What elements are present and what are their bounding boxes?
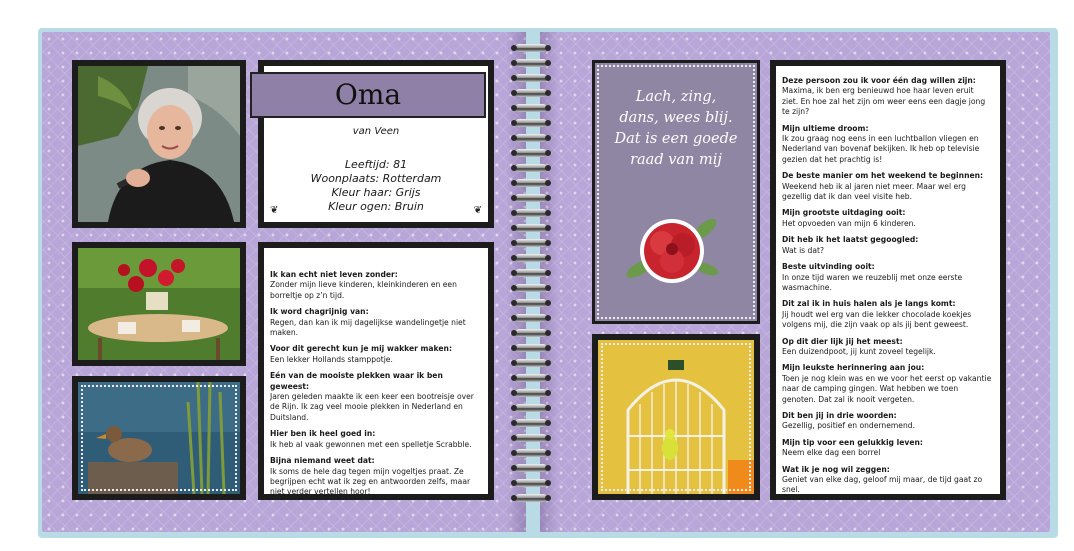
punch-hole bbox=[545, 285, 551, 291]
punch-hole bbox=[511, 435, 517, 441]
qa-item bbox=[270, 307, 480, 338]
punch-hole bbox=[545, 360, 551, 366]
spiral-ring bbox=[515, 89, 547, 97]
name-banner bbox=[250, 72, 486, 118]
punch-hole bbox=[545, 465, 551, 471]
punch-hole bbox=[511, 195, 517, 201]
punch-hole bbox=[511, 120, 517, 126]
qa-question: Ik kan echt niet leven zonder: bbox=[270, 270, 398, 279]
qa-answer: Een duizendpoot, jij kunt zoveel tegelijk. bbox=[782, 346, 936, 356]
spiral-ring bbox=[515, 149, 547, 157]
punch-hole bbox=[545, 165, 551, 171]
spiral-ring bbox=[515, 74, 547, 82]
qa-question: Ik word chagrijnig van: bbox=[270, 307, 369, 317]
right-qa-card bbox=[770, 60, 1006, 500]
punch-hole bbox=[545, 420, 551, 426]
punch-hole bbox=[511, 240, 517, 246]
qa-item bbox=[270, 270, 480, 301]
spiral-ring bbox=[515, 254, 547, 262]
punch-hole bbox=[511, 135, 517, 141]
surname: van Veen bbox=[352, 126, 400, 137]
qa-question: Mijn tip voor een gelukkig leven: bbox=[782, 437, 923, 447]
qa-answer: Ik soms de hele dag tegen mijn vogeltjes praat. Ze begrijpen echt wat ik zeg en antwoorden zelfs, maar niet verder vertellen hoor! bbox=[270, 466, 471, 497]
punch-hole bbox=[511, 465, 517, 471]
spiral-ring bbox=[515, 344, 547, 352]
qa-answer: In onze tijd waren we reuzeblij met onze eerste wasmachine. bbox=[782, 272, 963, 292]
quote-line-1: Lach, zing, bbox=[635, 89, 717, 105]
punch-hole bbox=[511, 285, 517, 291]
punch-hole bbox=[511, 405, 517, 411]
qa-answer: Jij houdt wel erg van die lekker chocolade koekjes volgens mij, die zijn vaak op als jij bent geweest. bbox=[782, 309, 972, 330]
punch-hole bbox=[545, 120, 551, 126]
qa-item bbox=[782, 124, 992, 166]
leaf-ornament-right-icon: ❦ bbox=[473, 205, 482, 216]
quote-line-2: dans, wees blij. bbox=[619, 110, 733, 126]
qa-question: Dit ben jij in drie woorden: bbox=[782, 410, 897, 420]
grandmother-portrait-image bbox=[78, 66, 240, 222]
spiral-ring bbox=[515, 134, 547, 142]
qa-answer: Toen je nog klein was en we voor het eerst op vakantie naar de camping gingen. Wat hebben we toen genoten. Dat zal ik nooit vergeten. bbox=[782, 373, 992, 404]
punch-hole bbox=[545, 270, 551, 276]
punch-hole bbox=[511, 360, 517, 366]
punch-hole bbox=[511, 345, 517, 351]
qa-item bbox=[270, 371, 480, 423]
qa-item bbox=[782, 438, 992, 459]
detail-age: Leeftijd: 81 bbox=[344, 158, 408, 171]
punch-hole bbox=[545, 495, 551, 501]
spiral-ring bbox=[515, 269, 547, 277]
profile-card bbox=[258, 60, 494, 228]
qa-question: Dit heb ik het laatst gegoogled: bbox=[782, 235, 919, 245]
punch-hole bbox=[511, 495, 517, 501]
detail-eye-color: Kleur ogen: Bruin bbox=[328, 200, 424, 213]
punch-hole bbox=[545, 105, 551, 111]
quote-line-3: Dat is een goede bbox=[614, 131, 738, 147]
punch-hole bbox=[511, 165, 517, 171]
punch-hole bbox=[511, 45, 517, 51]
left-qa-list bbox=[270, 270, 480, 498]
birdcage-photo bbox=[592, 334, 760, 500]
punch-hole bbox=[545, 300, 551, 306]
punch-hole bbox=[545, 375, 551, 381]
spiral-ring bbox=[515, 449, 547, 457]
page-title: Oma bbox=[334, 78, 402, 111]
quote-card bbox=[592, 60, 760, 324]
punch-hole bbox=[545, 345, 551, 351]
qa-item bbox=[782, 171, 992, 202]
punch-hole bbox=[511, 90, 517, 96]
spiral-ring bbox=[515, 299, 547, 307]
spiral-ring bbox=[515, 104, 547, 112]
spiral-ring bbox=[515, 479, 547, 487]
qa-item bbox=[782, 76, 992, 118]
detail-residence: Woonplaats: Rotterdam bbox=[310, 172, 442, 185]
punch-hole bbox=[545, 315, 551, 321]
qa-question: De beste manier om het weekend te beginnen: bbox=[782, 171, 984, 181]
qa-question: Deze persoon zou ik voor één dag willen zijn: bbox=[782, 76, 976, 85]
qa-question: Beste uitvinding ooit: bbox=[782, 262, 875, 272]
red-flower-icon bbox=[617, 199, 727, 299]
qa-question: Bijna niemand weet dat: bbox=[270, 456, 375, 466]
spiral-ring bbox=[515, 239, 547, 247]
quote-text bbox=[595, 87, 757, 171]
punch-hole bbox=[511, 390, 517, 396]
qa-item bbox=[782, 411, 992, 432]
qa-question: Mijn leukste herinnering aan jou: bbox=[782, 363, 925, 373]
qa-answer: Zonder mijn lieve kinderen, kleinkinderen en een borreltje op z’n tijd. bbox=[270, 280, 457, 300]
qa-answer: Neem elke dag een borrel bbox=[782, 448, 881, 458]
punch-hole bbox=[511, 225, 517, 231]
spiral-ring bbox=[515, 389, 547, 397]
spiral-ring bbox=[515, 209, 547, 217]
spiral-ring bbox=[515, 224, 547, 232]
qa-question: Mijn grootste uitdaging ooit: bbox=[782, 208, 906, 218]
spiral-ring bbox=[515, 374, 547, 382]
spiral-ring bbox=[515, 314, 547, 322]
punch-hole bbox=[545, 180, 551, 186]
punch-hole bbox=[511, 255, 517, 261]
punch-hole bbox=[545, 195, 551, 201]
spiral-ring bbox=[515, 359, 547, 367]
quote-line-4: raad van mij bbox=[630, 152, 722, 168]
punch-hole bbox=[511, 300, 517, 306]
punch-hole bbox=[545, 255, 551, 261]
punch-hole bbox=[511, 150, 517, 156]
punch-hole bbox=[545, 225, 551, 231]
qa-answer: Ik heb al vaak gewonnen met een spelletje Scrabble. bbox=[270, 439, 472, 449]
spiral-ring bbox=[515, 434, 547, 442]
qa-item bbox=[782, 337, 992, 358]
detail-hair-color: Kleur haar: Grijs bbox=[331, 186, 421, 199]
punch-hole bbox=[511, 210, 517, 216]
qa-answer: Maxima, ik ben erg benieuwd hoe haar leven eruit ziet. En hoe zal het zijn om weer eens een dagje jong te zijn? bbox=[782, 86, 986, 117]
spiral-ring bbox=[515, 119, 547, 127]
punch-hole bbox=[545, 450, 551, 456]
punch-hole bbox=[545, 480, 551, 486]
punch-hole bbox=[545, 240, 551, 246]
spiral-ring bbox=[515, 164, 547, 172]
punch-hole bbox=[511, 270, 517, 276]
spiral-ring bbox=[515, 284, 547, 292]
roses-tea-image bbox=[78, 248, 240, 360]
punch-hole bbox=[511, 315, 517, 321]
punch-hole bbox=[511, 75, 517, 81]
spiral-ring bbox=[515, 464, 547, 472]
punch-hole bbox=[545, 60, 551, 66]
duck-photo bbox=[72, 376, 246, 500]
punch-hole bbox=[511, 180, 517, 186]
qa-answer: Wat is dat? bbox=[782, 245, 825, 255]
spiral-ring bbox=[515, 419, 547, 427]
qa-item bbox=[270, 344, 480, 365]
profile-details bbox=[264, 158, 488, 214]
punch-hole bbox=[511, 60, 517, 66]
punch-hole bbox=[545, 330, 551, 336]
punch-hole bbox=[511, 420, 517, 426]
qa-answer: Geniet van elke dag, geloof mij maar, de tijd gaat zo snel. bbox=[782, 475, 983, 495]
left-qa-card bbox=[258, 242, 494, 500]
qa-question: Hier ben ik heel goed in: bbox=[270, 429, 376, 439]
qa-question: Mijn ultieme droom: bbox=[782, 123, 869, 133]
punch-hole bbox=[511, 450, 517, 456]
qa-answer: Gezellig, positief en ondernemend. bbox=[782, 421, 916, 431]
portrait-photo bbox=[72, 60, 246, 228]
punch-hole bbox=[545, 135, 551, 141]
birdcage-image bbox=[598, 340, 754, 494]
punch-hole bbox=[511, 330, 517, 336]
qa-item bbox=[270, 456, 480, 498]
punch-hole bbox=[545, 435, 551, 441]
punch-hole bbox=[545, 210, 551, 216]
qa-question: Eén van de mooiste plekken waar ik ben geweest: bbox=[270, 371, 443, 391]
qa-item bbox=[782, 363, 992, 405]
qa-item bbox=[270, 429, 480, 450]
qa-answer: Ik zou graag nog eens in een luchtballon vliegen en Nederland van bovenaf bekijken. Ik heb op televisie gezien dat het prachtig is! bbox=[782, 134, 980, 164]
duck-image bbox=[78, 382, 240, 494]
punch-hole bbox=[545, 45, 551, 51]
qa-answer: Regen, dan kan ik mij dagelijkse wandelingetje niet maken. bbox=[270, 317, 466, 338]
spiral-ring bbox=[515, 194, 547, 202]
qa-item bbox=[782, 299, 992, 330]
qa-item bbox=[782, 465, 992, 496]
qa-question: Voor dit gerecht kun je mij wakker maken: bbox=[270, 344, 452, 354]
qa-answer: Weekend heb ik al jaren niet meer. Maar wel erg gezellig dat ik dan veel visite heb. bbox=[782, 181, 966, 202]
qa-answer: Een lekker Hollands stamppotje. bbox=[270, 354, 393, 364]
right-qa-list bbox=[782, 76, 992, 496]
qa-answer: Jaren geleden maakte ik een keer een bootreisje over de Rijn. Ik zag veel mooie plekken in Nederland en Duitsland. bbox=[270, 392, 474, 422]
spiral-ring bbox=[515, 59, 547, 67]
qa-answer: Het opvoeden van mijn 6 kinderen. bbox=[782, 218, 916, 228]
punch-hole bbox=[545, 150, 551, 156]
spiral-ring bbox=[515, 329, 547, 337]
punch-hole bbox=[511, 375, 517, 381]
spiral-ring bbox=[515, 404, 547, 412]
tea-table-photo bbox=[72, 242, 246, 366]
qa-question: Op dit dier lijk jij het meest: bbox=[782, 336, 903, 346]
qa-question: Wat ik je nog wil zeggen: bbox=[782, 464, 890, 474]
qa-item bbox=[782, 262, 992, 293]
punch-hole bbox=[511, 480, 517, 486]
leaf-ornament-left-icon: ❦ bbox=[270, 205, 279, 216]
qa-question: Dit zal ik in huis halen als je langs komt: bbox=[782, 299, 956, 309]
qa-item bbox=[782, 208, 992, 229]
punch-hole bbox=[511, 105, 517, 111]
spiral-ring bbox=[515, 44, 547, 52]
spiral-ring bbox=[515, 494, 547, 502]
qa-item bbox=[782, 235, 992, 256]
punch-hole bbox=[545, 90, 551, 96]
punch-hole bbox=[545, 75, 551, 81]
punch-hole bbox=[545, 390, 551, 396]
punch-hole bbox=[545, 405, 551, 411]
spiral-ring bbox=[515, 179, 547, 187]
